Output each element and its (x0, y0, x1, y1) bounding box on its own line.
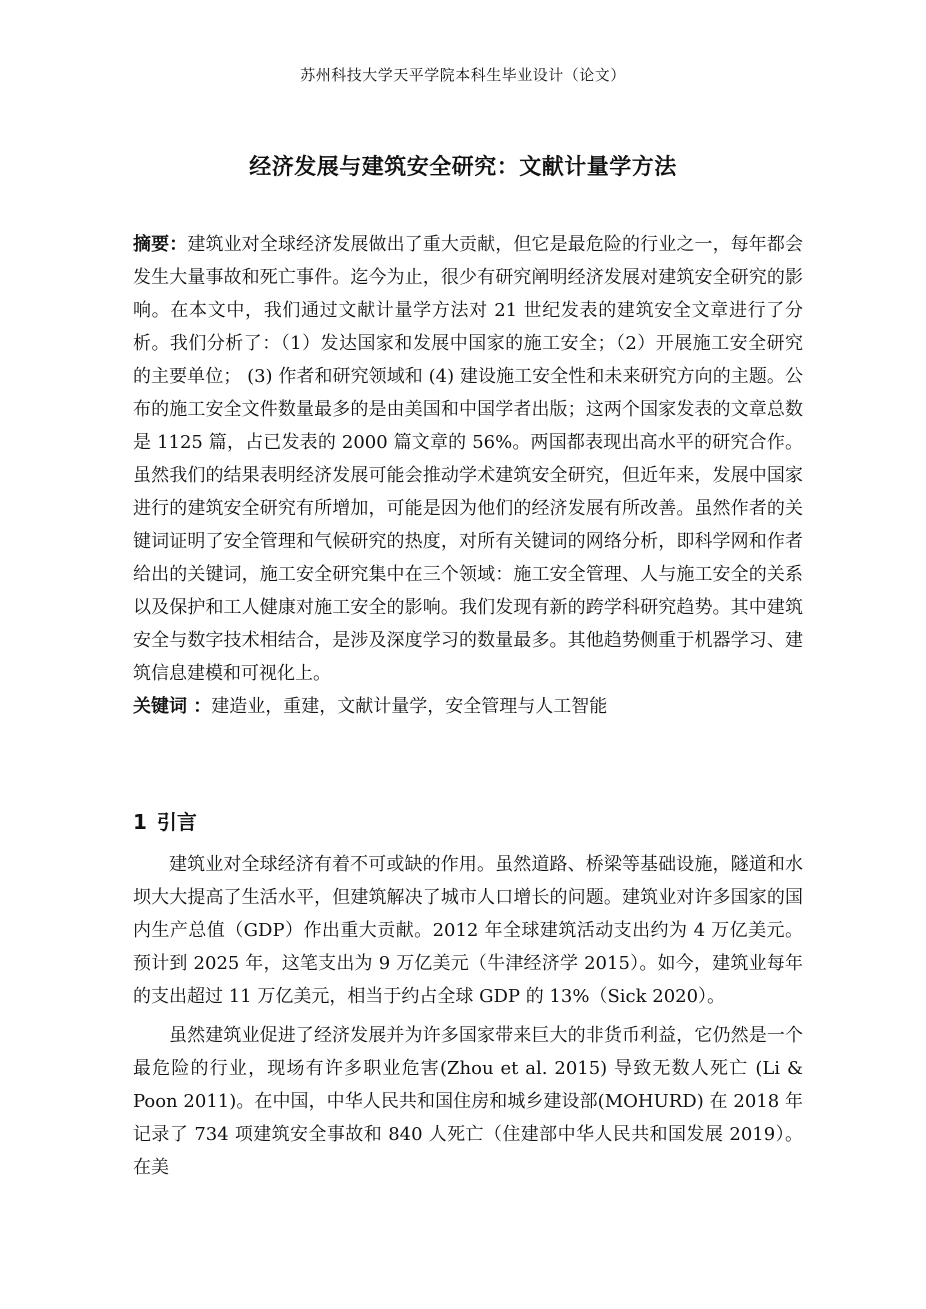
keywords-text: 建造业，重建，文献计量学，安全管理与人工智能 (211, 696, 608, 717)
section-title: 引言 (156, 810, 197, 834)
section-number: 1 (133, 810, 147, 834)
abstract-block (133, 228, 803, 723)
introduction-body (133, 848, 803, 1184)
abstract-paragraph (133, 228, 803, 690)
abstract-text: 建筑业对全球经济发展做出了重大贡献，但它是最危险的行业之一，每年都会发生大量事故和死亡事件。迄今为止，很少有研究阐明经济发展对建筑安全研究的影响。在本文中，我们通过文献计量学方法对 21 世纪发表的建筑安全文章进行了分析。我们分析了：（1）发达国家和发展中国家的施工安全；（2）开展施工安全研究的主要单位； (3) 作者和研究领域和 (4) 建设施工安全性和未来研究方向的主题。公布的施工安全文件数量最多的是由美国和中国学者出版；这两个国家发表的文章总数是 1125 篇，占已发表的 2000 篇文章的 56%。两国都表现出高水平的研究合作。虽然我们的结果表明经济发展可能会推动学术建筑安全研究，但近年来，发展中国家进行的建筑安全研究有所增加，可能是因为他们的经济发展有所改善。虽然作者的关键词证明了安全管理和气候研究的热度，对所有关键词的网络分析，即科学网和作者给出的关键词，施工安全研究集中在三个领域：施工安全管理、人与施工安全的关系以及保护和工人健康对施工安全的影响。我们发现有新的跨学科研究趋势。其中建筑安全与数字技术相结合，是涉及深度学习的数量最多。其他趋势侧重于机器学习、建筑信息建模和可视化上。 (133, 234, 804, 684)
abstract-label: 摘要： (133, 234, 188, 255)
running-header: 苏州科技大学天平学院本科生毕业设计（论文） (300, 66, 626, 84)
paper-title: 经济发展与建筑安全研究：文献计量学方法 (249, 155, 677, 180)
section-heading (133, 806, 197, 835)
keywords-label: 关键词 ： (133, 696, 212, 717)
intro-paragraph-2: 虽然建筑业促进了经济发展并为许多国家带来巨大的非货币利益，它仍然是一个最危险的行业，现场有许多职业危害(Zhou et al. 2015) 导致无数人死亡 (Li & Poon 2011)。在中国，中华人民共和国住房和城乡建设部(MOHURD) 在 2018 年记录了 734 项建筑安全事故和 840 人死亡（住建部中华人民共和国发展 2019）。在美 (133, 1025, 803, 1178)
keywords-paragraph (133, 690, 803, 723)
intro-paragraph-1: 建筑业对全球经济有着不可或缺的作用。虽然道路、桥梁等基础设施，隧道和水坝大大提高了生活水平，但建筑解决了城市人口增长的问题。建筑业对许多国家的国内生产总值（GDP）作出重大贡献。2012 年全球建筑活动支出约为 4 万亿美元。预计到 2025 年，这笔支出为 9 万亿美元（牛津经济学 2015）。如今，建筑业每年的支出超过 11 万亿美元，相当于约占全球 GDP 的 13%（Sick 2020）。 (133, 854, 803, 1007)
